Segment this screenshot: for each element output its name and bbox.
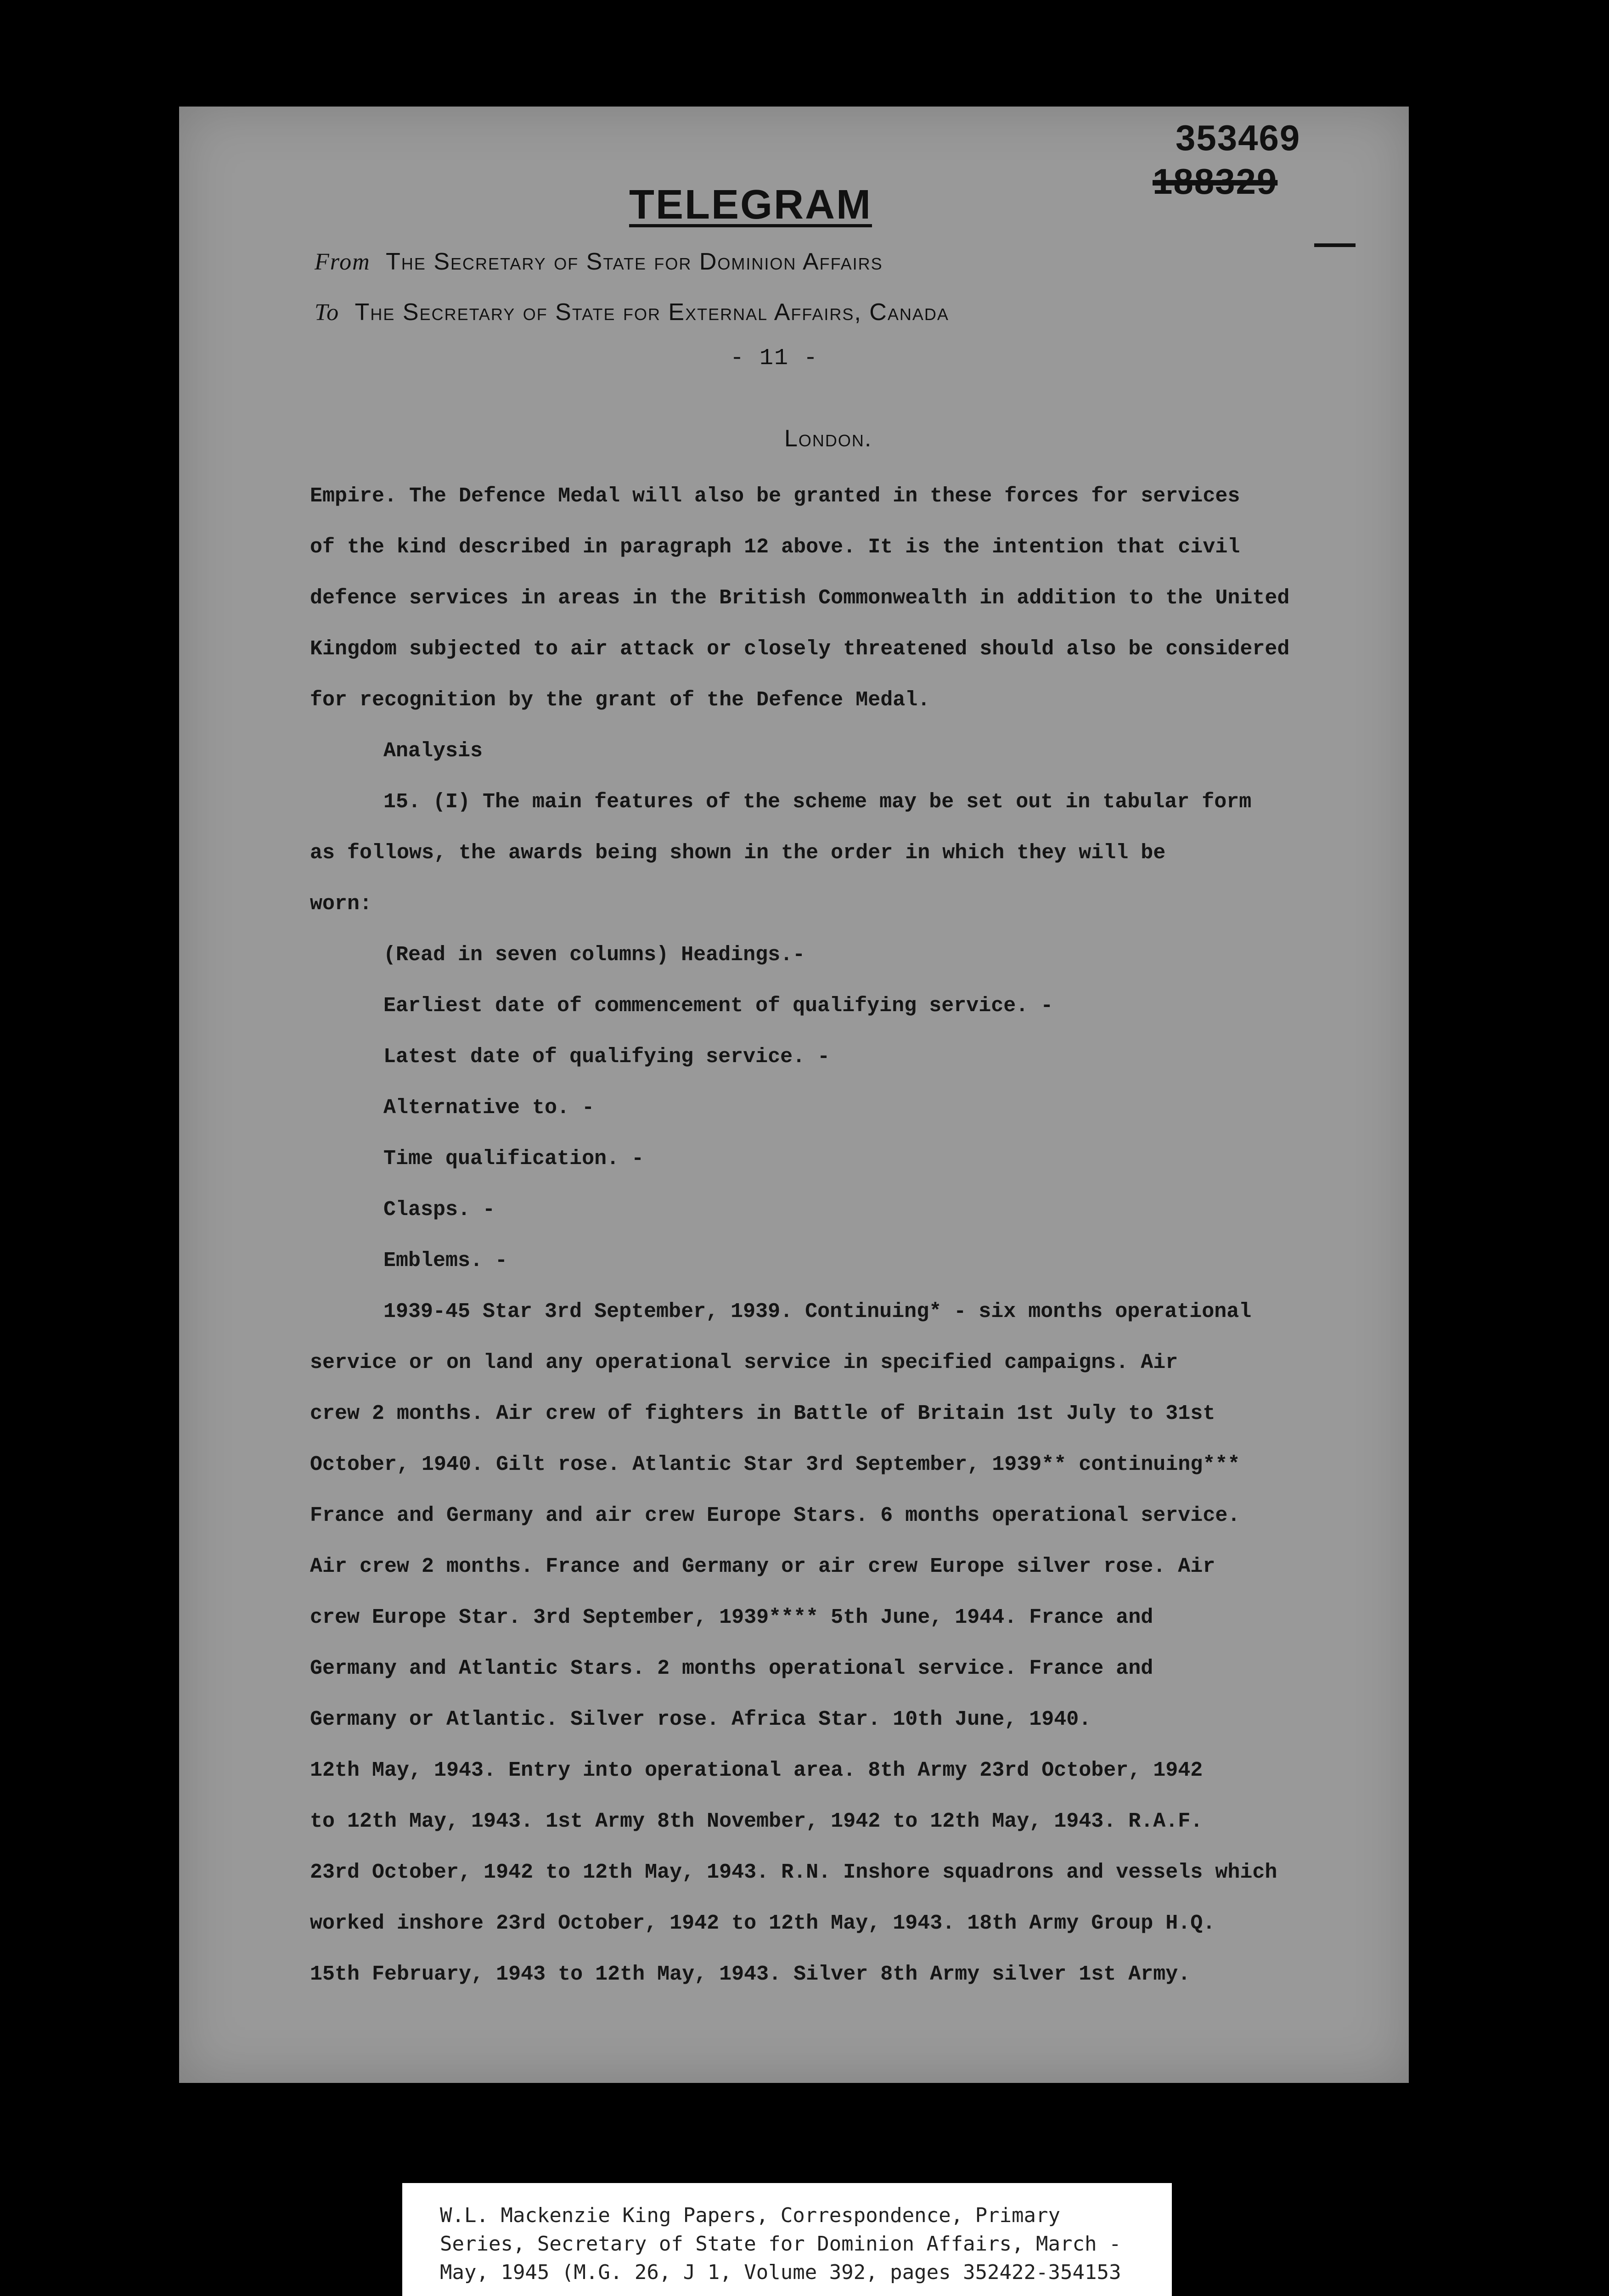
- body-line: (Read in seven columns) Headings.-: [383, 943, 805, 967]
- body-line: crew 2 months. Air crew of fighters in Battle of Britain 1st July to 31st: [310, 1402, 1215, 1425]
- to-label: To: [315, 299, 340, 326]
- body-line: Kingdom subjected to air attack or closely threatened should also be considered: [310, 637, 1290, 661]
- page-number: - 11 -: [730, 345, 819, 371]
- telegram-title: TELEGRAM: [629, 182, 872, 228]
- to-text: The Secretary of State for External Affairs, Canada: [354, 299, 949, 326]
- body-line: 12th May, 1943. Entry into operational area. 8th Army 23rd October, 1942: [310, 1759, 1203, 1782]
- body-line: October, 1940. Gilt rose. Atlantic Star 3rd September, 1939** continuing***: [310, 1453, 1240, 1476]
- body-line: Emblems. -: [383, 1249, 508, 1272]
- citation-label: [402, 2183, 1172, 2296]
- body-line: Air crew 2 months. France and Germany or air crew Europe silver rose. Air: [310, 1555, 1215, 1578]
- body-line: Earliest date of commencement of qualifying service. -: [383, 994, 1053, 1018]
- body-line: 15th February, 1943 to 12th May, 1943. Silver 8th Army silver 1st Army.: [310, 1963, 1191, 1986]
- to-line: [315, 298, 949, 326]
- body-line: worn:: [310, 892, 372, 916]
- struck-stamp-number: 188329: [1153, 161, 1278, 202]
- body-line: France and Germany and air crew Europe Stars. 6 months operational service.: [310, 1504, 1240, 1527]
- body-line: Empire. The Defence Medal will also be granted in these forces for services: [310, 484, 1240, 508]
- section-heading: Analysis: [383, 739, 483, 763]
- body-line: of the kind described in paragraph 12 above. It is the intention that civil: [310, 535, 1240, 559]
- body-line: as follows, the awards being shown in the order in which they will be: [310, 841, 1166, 865]
- body-line: Latest date of qualifying service. -: [383, 1045, 830, 1069]
- body-line: Germany or Atlantic. Silver rose. Africa Star. 10th June, 1940.: [310, 1708, 1091, 1731]
- place-name: London.: [784, 425, 872, 452]
- citation-text: W.L. Mackenzie King Papers, Correspondence, Primary Series, Secretary of State for Dominion Affairs, March - May, 1945 (M.G. 26, J 1, Volume 392, pages 352422-354153: [440, 2204, 1121, 2284]
- body-line: defence services in areas in the British Commonwealth in addition to the United: [310, 586, 1290, 610]
- from-text: The Secretary of State for Dominion Affairs: [386, 248, 883, 275]
- body-line: 23rd October, 1942 to 12th May, 1943. R.N. Inshore squadrons and vessels which: [310, 1861, 1277, 1884]
- body-line: Germany and Atlantic Stars. 2 months operational service. France and: [310, 1657, 1153, 1680]
- body-line: service or on land any operational service in specified campaigns. Air: [310, 1351, 1178, 1374]
- body-line: 15. (I) The main features of the scheme may be set out in tabular form: [383, 790, 1252, 814]
- body-line: to 12th May, 1943. 1st Army 8th November, 1942 to 12th May, 1943. R.A.F.: [310, 1810, 1203, 1833]
- telegram-body: [310, 471, 1394, 2000]
- body-line: Alternative to. -: [383, 1096, 595, 1120]
- from-line: [315, 248, 883, 276]
- body-line: worked inshore 23rd October, 1942 to 12th May, 1943. 18th Army Group H.Q.: [310, 1912, 1215, 1935]
- body-line: for recognition by the grant of the Defence Medal.: [310, 688, 930, 712]
- body-line: Time qualification. -: [383, 1147, 644, 1171]
- body-line: Clasps. -: [383, 1198, 495, 1221]
- from-label: From: [315, 249, 371, 275]
- body-line: crew Europe Star. 3rd September, 1939**** 5th June, 1944. France and: [310, 1606, 1153, 1629]
- pen-mark: [1314, 243, 1356, 247]
- stamp-number: 353469: [1176, 118, 1301, 158]
- body-line: 1939-45 Star 3rd September, 1939. Continuing* - six months operational: [383, 1300, 1252, 1323]
